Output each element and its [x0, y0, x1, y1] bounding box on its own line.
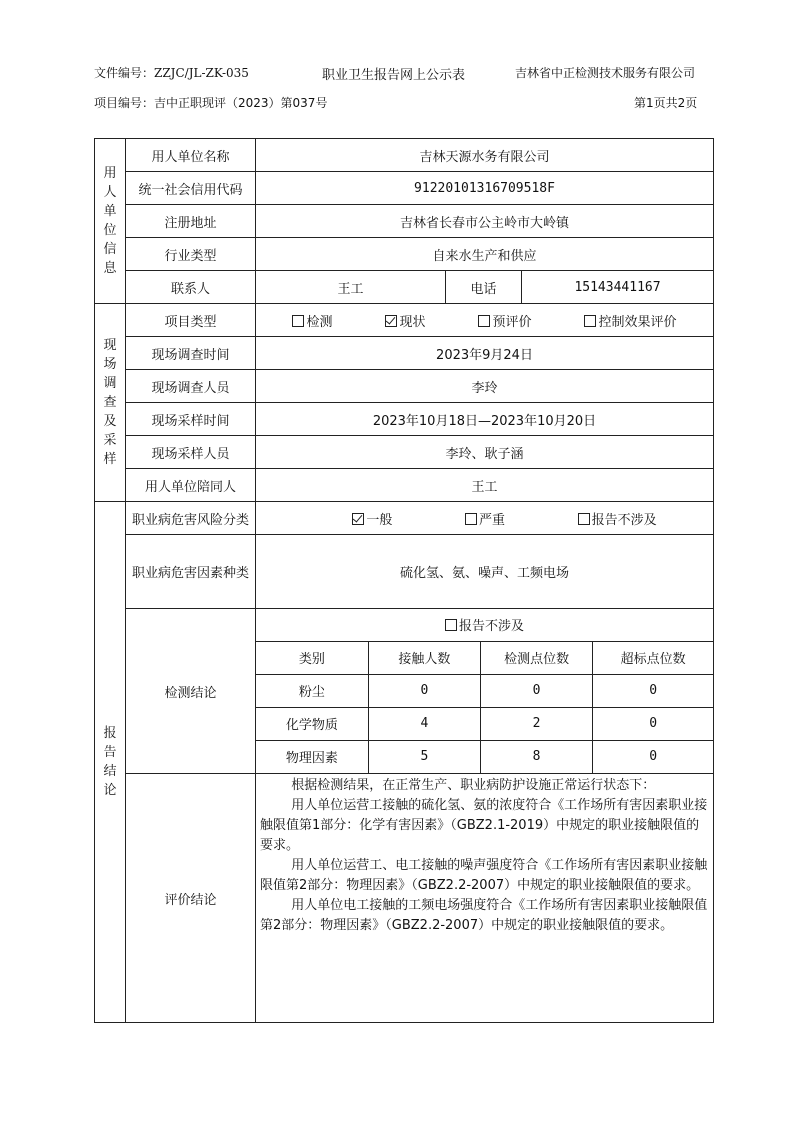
- phone-label: 电话: [446, 271, 522, 304]
- header-exceed-points: 超标点位数: [593, 641, 713, 674]
- section-survey: 现 场 调 查 及 采 样: [95, 304, 126, 502]
- cell-value: 8: [480, 740, 592, 773]
- checkbox-checked-icon: [385, 315, 397, 327]
- project-type-label: 项目类型: [126, 304, 256, 337]
- option-control-effect: 控制效果评价: [584, 311, 676, 330]
- contact-value: 王工: [256, 271, 446, 304]
- cell-value: 0: [593, 740, 713, 773]
- header-test-points: 检测点位数: [480, 641, 592, 674]
- cell-category: 粉尘: [256, 674, 368, 707]
- cell-category: 物理因素: [256, 740, 368, 773]
- cell-value: 0: [480, 674, 592, 707]
- evaluation-paragraph: 用人单位运营工、电工接触的噪声强度符合《工作场所有害因素职业接触限值第2部分：物理因素》（GBZ2.2-2007）中规定的职业接触限值的要求。: [260, 858, 708, 893]
- unit-name-label: 用人单位名称: [126, 139, 256, 172]
- file-number: 文件编号：ZZJC/JL-ZK-035: [94, 66, 249, 80]
- table-row: [256, 641, 713, 674]
- option-general: 一般: [352, 509, 392, 528]
- industry-value: 自来水生产和供应: [256, 238, 714, 271]
- header-exposed-count: 接触人数: [368, 641, 480, 674]
- evaluation-text: [256, 774, 714, 1023]
- sampling-staff-label: 现场采样人员: [126, 436, 256, 469]
- checkbox-icon: [478, 315, 490, 327]
- document-title: 职业卫生报告网上公示表: [322, 68, 466, 83]
- cell-value: 5: [368, 740, 480, 773]
- credit-code-label: 统一社会信用代码: [126, 172, 256, 205]
- checkbox-checked-icon: [352, 513, 364, 525]
- project-type-options: [256, 304, 714, 337]
- evaluation-paragraph: 用人单位运营工接触的硫化氢、氨的浓度符合《工作场所有害因素职业接触限值第1部分：化学有害因素》（GBZ2.1-2019）中规定的职业接触限值的要求。: [260, 798, 708, 853]
- evaluation-label: 评价结论: [126, 774, 256, 1023]
- table-row: [256, 707, 713, 740]
- option-not-involved: 报告不涉及: [578, 509, 657, 528]
- project-number: 项目编号：吉中正职现评（2023）第037号: [94, 96, 328, 110]
- detection-cell: [256, 609, 714, 774]
- evaluation-paragraph: 根据检测结果，在正常生产、职业病防护设施正常运行状态下：: [291, 778, 656, 793]
- disclosure-table: [94, 138, 714, 1023]
- factors-value: 硫化氢、氨、噪声、工频电场: [256, 535, 714, 609]
- phone-value: 15143441167: [522, 271, 714, 304]
- cell-value: 2: [480, 707, 592, 740]
- checkbox-icon: [578, 513, 590, 525]
- table-row: [256, 740, 713, 773]
- header-category: 类别: [256, 641, 368, 674]
- address-label: 注册地址: [126, 205, 256, 238]
- option-serious: 严重: [465, 509, 505, 528]
- cell-value: 4: [368, 707, 480, 740]
- cell-category: 化学物质: [256, 707, 368, 740]
- industry-label: 行业类型: [126, 238, 256, 271]
- cell-value: 0: [593, 707, 713, 740]
- option-pre-evaluation: 预评价: [478, 311, 531, 330]
- sampling-staff-value: 李玲、耿子涵: [256, 436, 714, 469]
- risk-label: 职业病危害风险分类: [126, 502, 256, 535]
- unit-name-value: 吉林天源水务有限公司: [256, 139, 714, 172]
- survey-time-label: 现场调查时间: [126, 337, 256, 370]
- companion-label: 用人单位陪同人: [126, 469, 256, 502]
- checkbox-icon: [465, 513, 477, 525]
- option-current-status: 现状: [385, 311, 425, 330]
- survey-time-value: 2023年9月24日: [256, 337, 714, 370]
- contact-label: 联系人: [126, 271, 256, 304]
- detection-not-involved: 报告不涉及: [256, 609, 713, 641]
- section-report: 报 告 结 论: [95, 502, 126, 1023]
- checkbox-icon: [584, 315, 596, 327]
- credit-code-value: 91220101316709518F: [256, 172, 714, 205]
- page-info: 第1页共2页: [634, 96, 698, 110]
- sampling-time-label: 现场采样时间: [126, 403, 256, 436]
- survey-staff-label: 现场调查人员: [126, 370, 256, 403]
- option-detection: 检测: [292, 311, 332, 330]
- factors-label: 职业病危害因素种类: [126, 535, 256, 609]
- companion-value: 王工: [256, 469, 714, 502]
- cell-value: 0: [593, 674, 713, 707]
- risk-options: [256, 502, 714, 535]
- survey-staff-value: 李玲: [256, 370, 714, 403]
- cell-value: 0: [368, 674, 480, 707]
- address-value: 吉林省长春市公主岭市大岭镇: [256, 205, 714, 238]
- detection-label: 检测结论: [126, 609, 256, 774]
- checkbox-icon: [292, 315, 304, 327]
- detection-table: [256, 609, 713, 773]
- checkbox-icon: [445, 619, 457, 631]
- company-name: 吉林省中正检测技术服务有限公司: [515, 66, 696, 80]
- evaluation-paragraph: 用人单位电工接触的工频电场强度符合《工作场所有害因素职业接触限值第2部分：物理因素》（GBZ2.2-2007）中规定的职业接触限值的要求。: [260, 898, 708, 933]
- table-row: [256, 674, 713, 707]
- sampling-time-value: 2023年10月18日—2023年10月20日: [256, 403, 714, 436]
- section-unit-info: 用 人 单 位 信 息: [95, 139, 126, 304]
